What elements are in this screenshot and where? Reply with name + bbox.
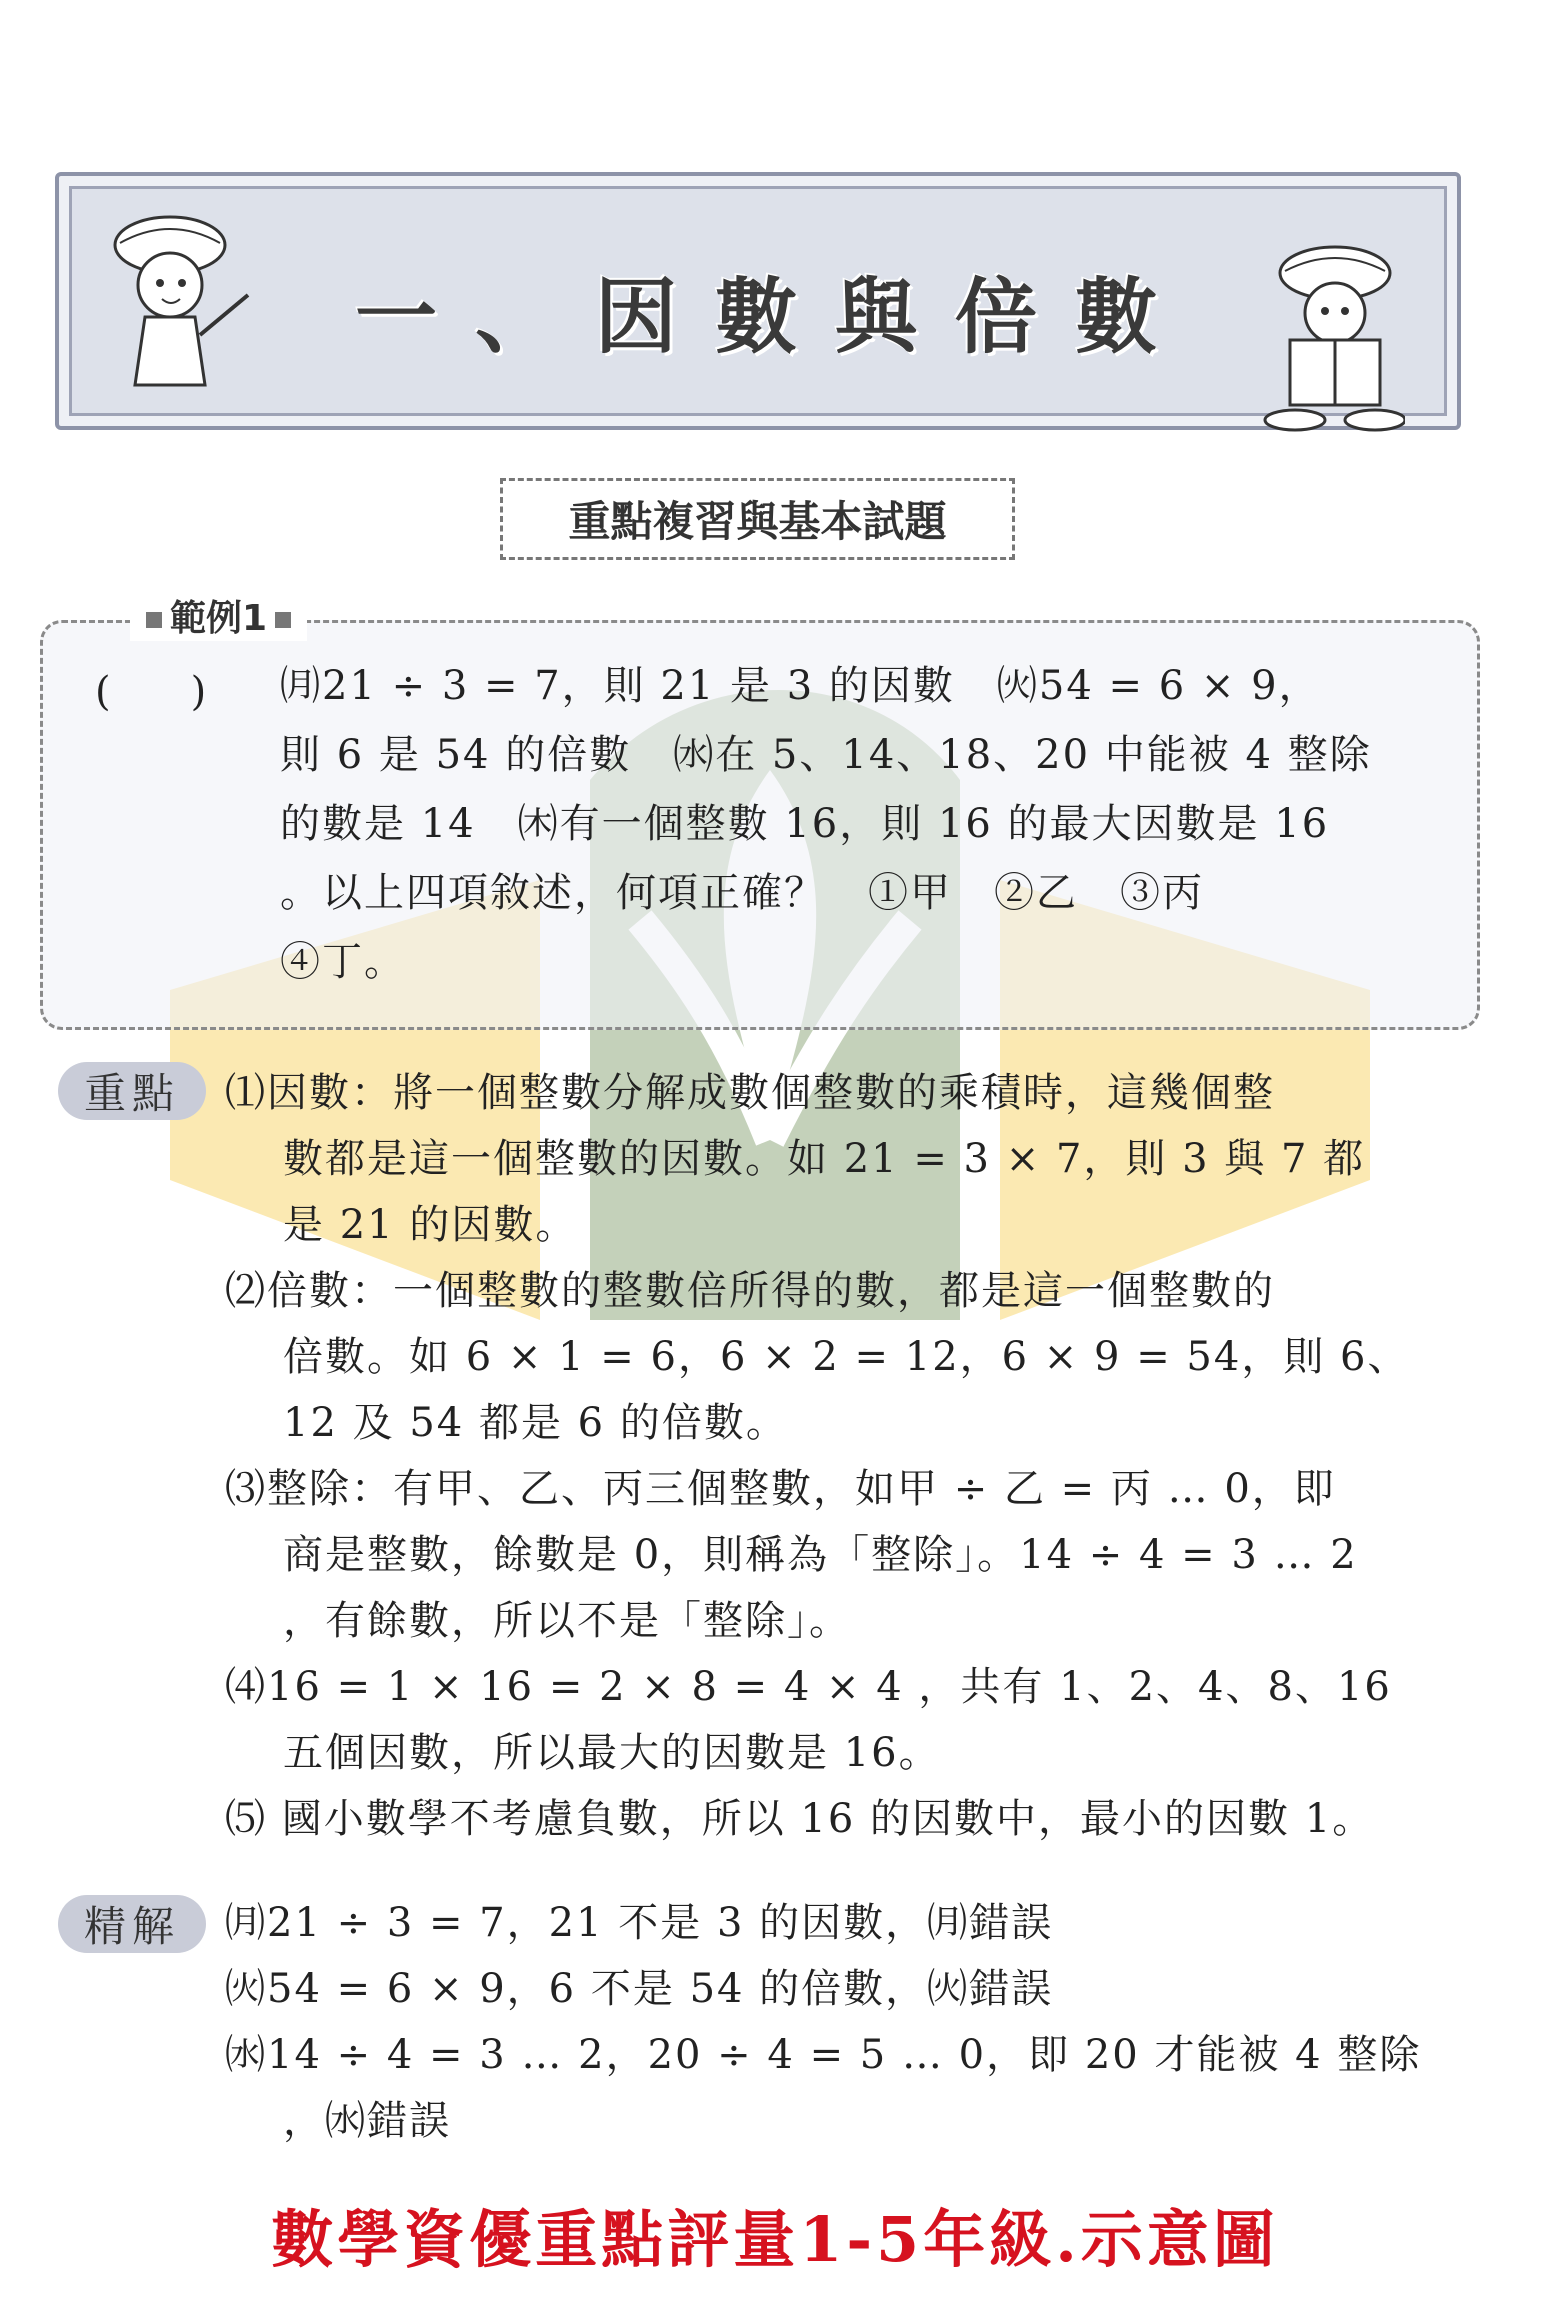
key-point-line: 倍數。如 6 × 1 = 6，6 × 2 = 12，6 × 9 = 54，則 6、 bbox=[283, 1334, 1410, 1380]
key-point-line: ，有餘數，所以不是「整除」。 bbox=[283, 1598, 851, 1644]
solution-line: ㈫54 = 6 × 9，6 不是 54 的倍數，㈫錯誤 bbox=[225, 1966, 1054, 2012]
key-point-line: ⑷16 = 1 × 16 = 2 × 8 = 4 × 4 ，共有 1、2、4、8、16 bbox=[225, 1664, 1392, 1710]
answer-parentheses: ( ) bbox=[95, 669, 207, 715]
key-point-line: 12 及 54 都是 6 的倍數。 bbox=[283, 1400, 788, 1446]
example-line: 的數是 14 ㈭有一個整數 16，則 16 的最大因數是 16 bbox=[280, 801, 1330, 847]
solution-tag: 精解 bbox=[58, 1895, 206, 1953]
solution-content bbox=[225, 1890, 1525, 2154]
example-line: 則 6 是 54 的倍數 ㈬在 5、14、18、20 中能被 4 整除 bbox=[280, 732, 1372, 778]
solution-line: ㈪21 ÷ 3 = 7，21 不是 3 的因數，㈪錯誤 bbox=[225, 1900, 1054, 1946]
key-point-line: 商是整數，餘數是 0，則稱為「整除」。14 ÷ 4 = 3 … 2 bbox=[283, 1532, 1358, 1578]
key-point-line: ⑸ 國小數學不考慮負數，所以 16 的因數中，最小的因數 1。 bbox=[225, 1796, 1375, 1842]
square-bullet-icon bbox=[146, 612, 162, 628]
key-point-line: ⑶整除：有甲、乙、丙三個整數，如甲 ÷ 乙 = 丙 … 0，即 bbox=[225, 1466, 1336, 1512]
chapter-title: 一、因數與倍數 bbox=[354, 270, 1195, 365]
example-line: 。以上四項敘述，何項正確？ ①甲 ②乙 ③丙 bbox=[280, 870, 1204, 916]
key-point-line: ⑴因數：將一個整數分解成數個整數的乘積時，這幾個整 bbox=[225, 1070, 1275, 1116]
example-line: ④丁。 bbox=[280, 939, 406, 985]
section-header: 重點複習與基本試題 bbox=[500, 478, 1015, 560]
example-label bbox=[130, 590, 307, 641]
example-line: ㈪21 ÷ 3 = 7，則 21 是 3 的因數 ㈫54 = 6 × 9， bbox=[280, 663, 1321, 709]
key-point-line: ⑵倍數：一個整數的整數倍所得的數，都是這一個整數的 bbox=[225, 1268, 1275, 1314]
key-point-line: 數都是這一個整數的因數。如 21 = 3 × 7，則 3 與 7 都 bbox=[283, 1136, 1366, 1182]
example-question bbox=[280, 652, 1460, 997]
key-points-content bbox=[225, 1060, 1525, 1852]
solution-line: ㈬14 ÷ 4 = 3 … 2，20 ÷ 4 = 5 … 0，即 20 才能被 4 整除 bbox=[225, 2032, 1422, 2078]
key-point-line: 是 21 的因數。 bbox=[283, 1202, 578, 1248]
square-bullet-icon bbox=[275, 612, 291, 628]
footer-caption: 數學資優重點評量1-5年級.示意圖 bbox=[271, 2203, 1279, 2276]
example-label-text: 範例1 bbox=[170, 598, 268, 639]
solution-line: ，㈬錯誤 bbox=[283, 2098, 451, 2144]
key-point-line: 五個因數，所以最大的因數是 16。 bbox=[283, 1730, 941, 1776]
key-points-tag: 重點 bbox=[58, 1062, 206, 1120]
